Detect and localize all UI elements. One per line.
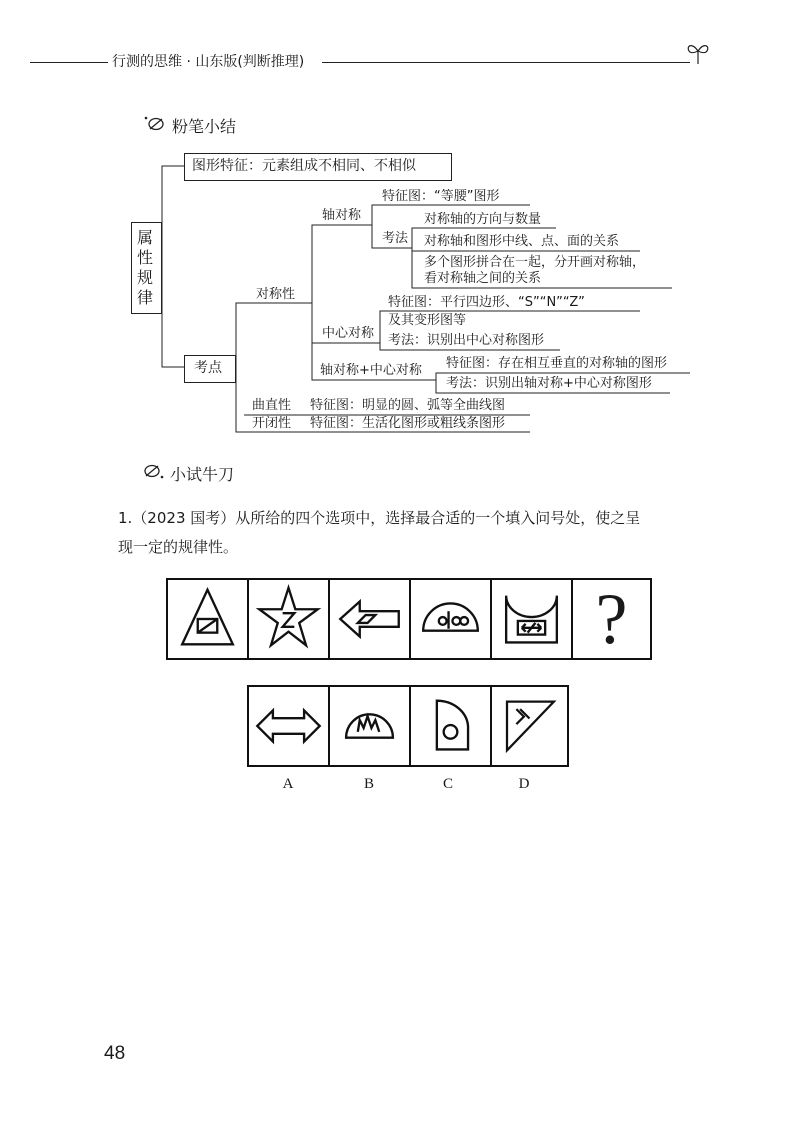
option-label-b: B xyxy=(363,776,374,792)
question-line-1: 1.（2023 国考）从所给的四个选项中，选择最合适的一个填入问号处，使之呈 xyxy=(118,509,641,527)
option-figure-a[interactable] xyxy=(247,685,330,767)
option-label-d: D xyxy=(518,776,530,792)
center-feature-a: 特征图：平行四边形、“S”“N”“Z” xyxy=(388,295,585,310)
practice-title: 小试牛刀 xyxy=(170,465,235,484)
axis-feature: 特征图：“等腰”图形 xyxy=(382,189,500,204)
header-title: 行测的思维 · 山东版(判断推理) xyxy=(112,54,305,70)
both-sym-label: 轴对称+中心对称 xyxy=(320,363,422,378)
question-figure-5 xyxy=(490,578,573,660)
question-figure-2 xyxy=(247,578,330,660)
question-figure-3 xyxy=(328,578,411,660)
symmetry-label: 对称性 xyxy=(256,287,296,302)
option-figure-b[interactable] xyxy=(328,685,411,767)
axis-method-2: 对称轴和图形中线、点、面的关系 xyxy=(424,234,620,249)
both-feature: 特征图：存在相互垂直的对称轴的图形 xyxy=(446,356,668,371)
axis-method-3b: 看对称轴之间的关系 xyxy=(424,271,542,286)
center-feature-b: 及其变形图等 xyxy=(388,313,467,328)
option-label-a: A xyxy=(282,776,294,792)
center-method: 考法：识别出中心对称图形 xyxy=(388,333,545,348)
axis-method-1: 对称轴的方向与数量 xyxy=(424,212,542,227)
page-number: 48 xyxy=(104,1043,126,1064)
option-figure-d[interactable] xyxy=(490,685,569,767)
root-label: 属性规律 xyxy=(137,228,154,307)
exam-label: 考点 xyxy=(194,360,222,376)
question-figure-4 xyxy=(409,578,492,660)
feature-label: 图形特征：元素组成不相同、不相似 xyxy=(192,158,416,174)
axis-method-label: 考法 xyxy=(382,231,409,246)
curve-label: 曲直性 xyxy=(252,398,292,413)
both-method: 考法：识别出轴对称+中心对称图形 xyxy=(446,376,652,391)
question-mark-cell: ? xyxy=(571,578,652,660)
option-label-c: C xyxy=(442,776,453,792)
option-figure-c[interactable] xyxy=(409,685,492,767)
axis-sym-label: 轴对称 xyxy=(322,208,362,223)
question-figure-1 xyxy=(166,578,249,660)
center-sym-label: 中心对称 xyxy=(322,326,375,341)
closed-feature: 特征图：生活化图形或粗线条图形 xyxy=(310,416,506,431)
summary-title: 粉笔小结 xyxy=(172,117,237,136)
pencil-icon xyxy=(142,462,166,480)
axis-method-3a: 多个图形拼合在一起，分开画对称轴， xyxy=(424,255,646,270)
closed-label: 开闭性 xyxy=(252,416,292,431)
curve-feature: 特征图：明显的圆、弧等全曲线图 xyxy=(310,398,506,413)
mindmap-lines xyxy=(0,0,800,450)
question-line-2: 现一定的规律性。 xyxy=(118,538,239,556)
